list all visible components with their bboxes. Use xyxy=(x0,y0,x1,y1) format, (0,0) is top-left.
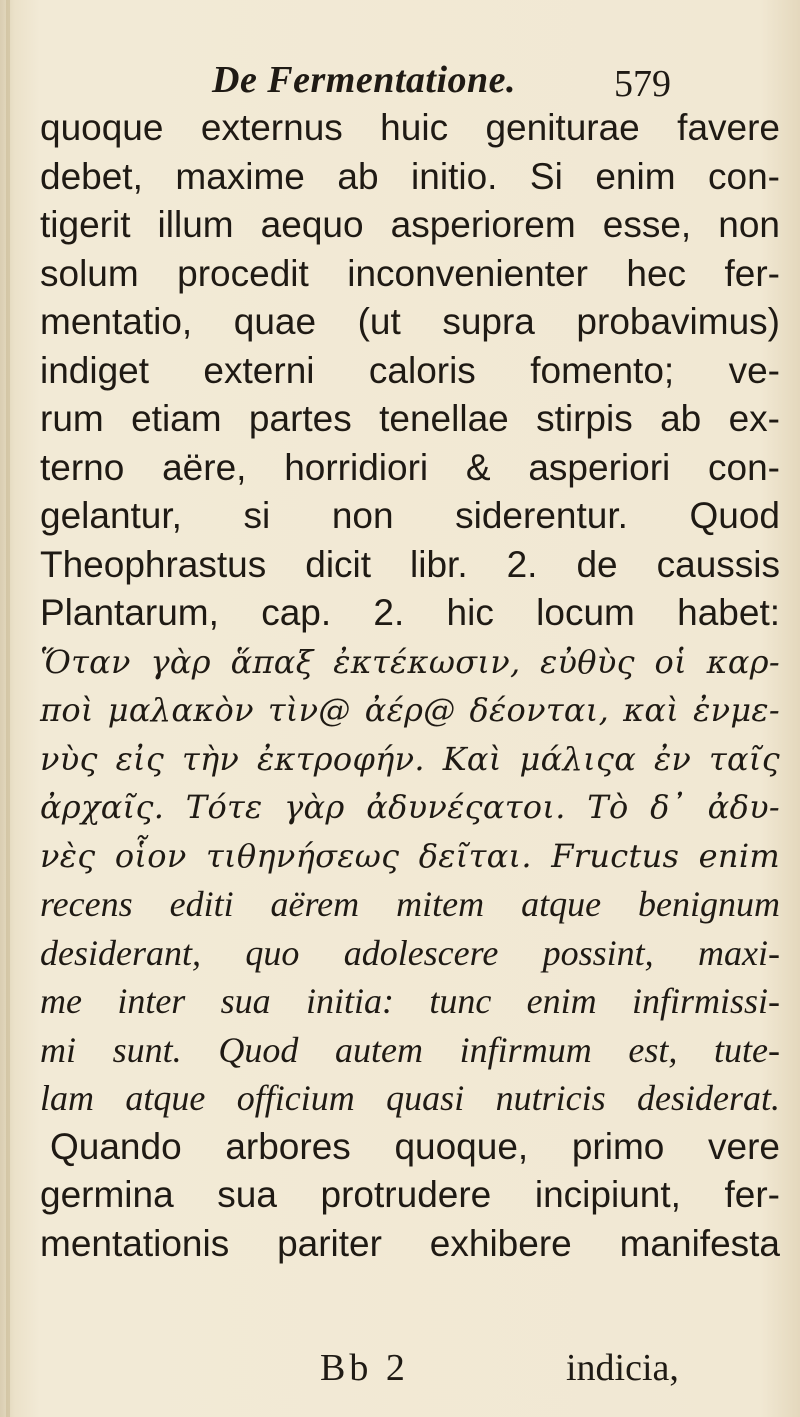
greek-quote-line: ἀρχαῖς. Τότε γὰρ ἀδυνέςατοι. Τὸ δ᾽ ἀδυ- xyxy=(40,788,780,826)
text-line: Plantarum, cap. 2. hic locum habet: xyxy=(40,592,780,633)
text-line: solum procedit inconvenienter hec fer- xyxy=(40,252,780,294)
text-line: terno aëre, horridiori & asperiori con- xyxy=(40,446,780,488)
text-line: indiget externi caloris fomento; ve- xyxy=(40,349,780,391)
signature-mark: Bb 2 xyxy=(320,1347,409,1389)
text-line: rum etiam partes tenellae stirpis ab ex- xyxy=(40,398,780,439)
greek-quote-line: Ὅταν γὰρ ἅπαξ ἐκτέκωσιν, εὐθὺς οἱ καρ- xyxy=(40,642,780,681)
text-line: Quando arbores quoque, primo vere xyxy=(50,1125,780,1167)
text-line: gelantur, si non siderentur. Quod xyxy=(40,495,780,536)
text-line: quoque externus huic geniturae favere xyxy=(40,107,780,148)
italic-translation-line: recens editi aërem mitem atque benignum xyxy=(40,884,780,924)
text-line: mentatio, quae (ut supra probavimus) xyxy=(40,301,780,342)
running-head: De Fermentatione. xyxy=(212,59,517,101)
gutter-shadow xyxy=(6,0,10,1417)
text-line: Theophrastus dicit libr. 2. de caussis xyxy=(40,543,780,585)
greek-quote-line: νὺς εἰς τὴν ἐκτροφήν. Καὶ μάλιςα ἐν ταῖς xyxy=(40,739,780,778)
italic-translation-line: mi sunt. Quod autem infirmum est, tute- xyxy=(40,1029,780,1070)
page-header xyxy=(0,58,800,108)
text-line: tigerit illum aequo asperiorem esse, non xyxy=(40,204,780,245)
italic-translation-line: lam atque officium quasi nutricis desiderat. xyxy=(40,1078,780,1118)
page-footer xyxy=(0,1346,800,1396)
body-text xyxy=(40,104,780,1268)
greek-quote-line: νὲς οἷον τιθηνήσεως δεῖται. Fructus enim xyxy=(40,836,780,875)
catchword: indicia, xyxy=(566,1347,679,1389)
text-line: germina sua protrudere incipiunt, fer- xyxy=(40,1174,780,1215)
text-line: debet, maxime ab initio. Si enim con- xyxy=(40,155,780,197)
text-line: mentationis pariter exhibere manifesta xyxy=(40,1222,780,1264)
italic-translation-line: me inter sua initia: tunc enim infirmissi- xyxy=(40,981,780,1021)
italic-translation-line: desiderant, quo adolescere possint, maxi- xyxy=(40,932,780,973)
page-number: 579 xyxy=(614,63,671,105)
greek-quote-line: ποὶ μαλακὸν τὶν@ ἀέρ@ δέονται, καὶ ἐνμε- xyxy=(40,691,780,729)
